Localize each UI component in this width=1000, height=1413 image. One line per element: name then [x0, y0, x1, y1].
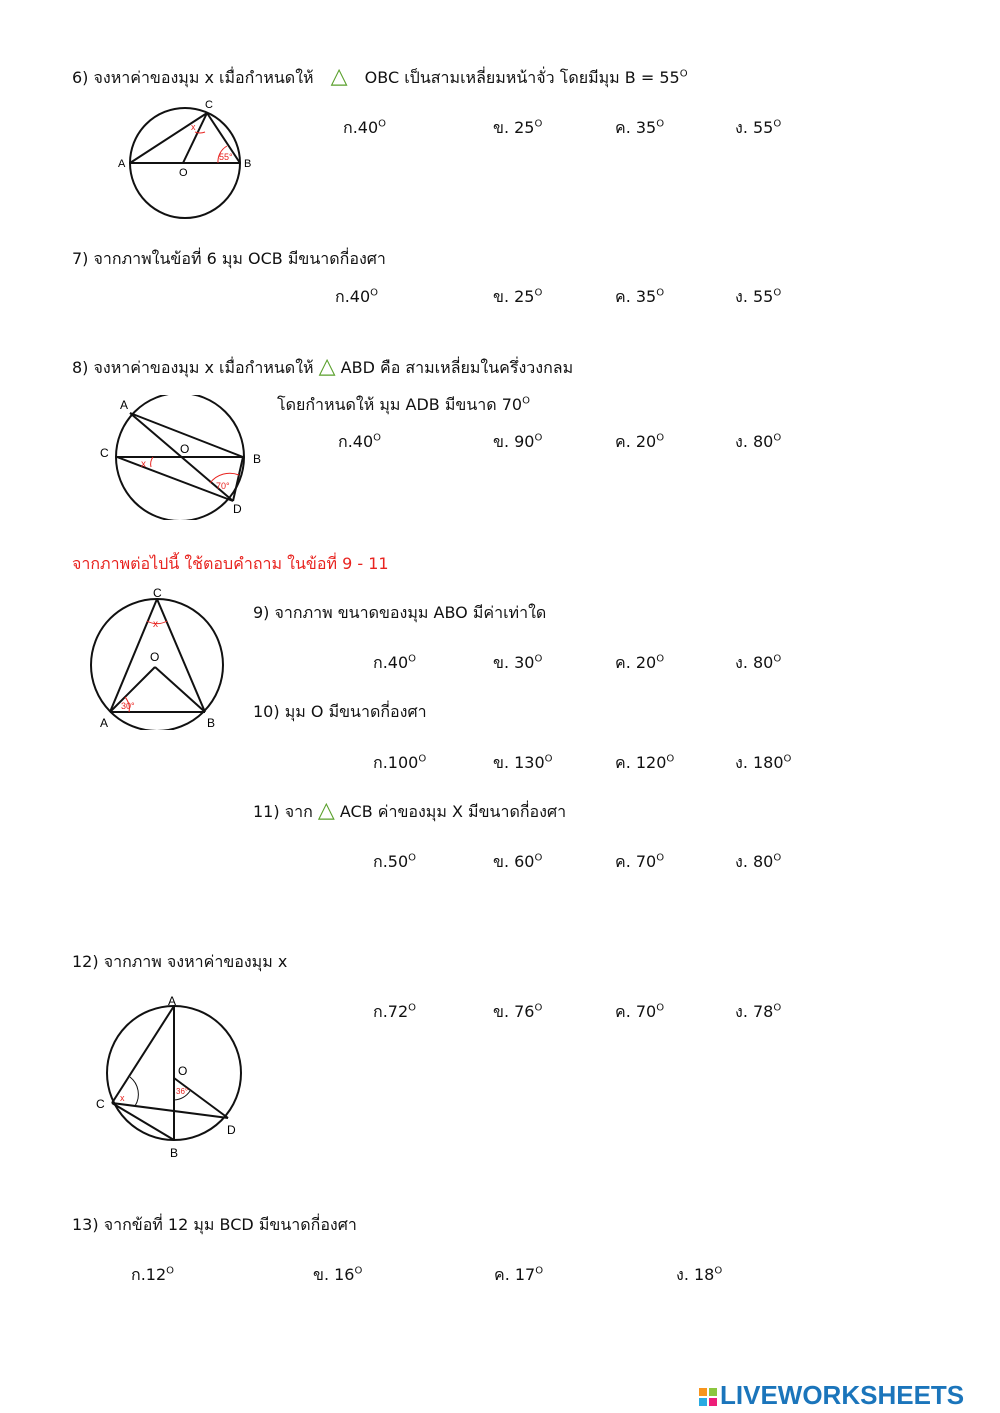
text [112, 1006, 174, 1103]
text [151, 457, 153, 467]
diagram-label: A [120, 398, 129, 412]
degree-mark: O [535, 1265, 544, 1277]
text [233, 457, 243, 501]
text: จากข้อที่ 12 มุม BCD มีขนาดกี่องศา [103, 1215, 357, 1234]
text: จากภาพในข้อที่ 6 มุม OCB มีขนาดกี่องศา [93, 249, 386, 268]
degree-mark: O [783, 753, 792, 765]
text: ค. 35 [615, 287, 657, 306]
diagram-q12 [90, 993, 250, 1163]
degree-mark: O [656, 287, 665, 299]
degree-mark: O [773, 118, 782, 130]
text: โดยกำหนดให้ มุม ADB มีขนาด 70 [277, 395, 523, 414]
question-8-condition [277, 393, 530, 418]
section-note: จากภาพต่อไปนี้ ใช้ตอบคำถาม ในข้อที่ 9 - 11 [72, 554, 389, 573]
text: ก.40 [373, 653, 409, 672]
degree-mark: O [656, 118, 665, 130]
text: ข. 25 [493, 118, 535, 137]
option-d[interactable] [735, 116, 781, 141]
question-6 [72, 64, 688, 91]
question-8 [72, 354, 573, 381]
diagram-label: O [180, 442, 190, 456]
degree-mark: O [408, 852, 417, 864]
degree-mark: O [522, 395, 530, 407]
degree-mark: O [656, 852, 665, 864]
degree-mark: O [679, 68, 688, 80]
text: ง. 18 [676, 1265, 715, 1284]
degree-mark: O [408, 653, 417, 665]
text: 12) [72, 952, 99, 971]
degree-mark: O [534, 1002, 543, 1014]
option-b[interactable] [493, 285, 542, 310]
degree-mark: O [373, 432, 382, 444]
degree-mark: O [378, 118, 387, 130]
angle-label: 55° [219, 152, 233, 162]
option-d[interactable] [735, 430, 781, 455]
option-c[interactable] [615, 1000, 664, 1025]
text: ก.50 [373, 852, 409, 871]
option-a[interactable] [335, 285, 378, 310]
text: ง. 180 [735, 753, 784, 772]
diagram-label: B [253, 452, 262, 466]
text: ค. 20 [615, 653, 657, 672]
text: ง. 78 [735, 1002, 774, 1021]
text: 13) [72, 1215, 99, 1234]
text [699, 1388, 707, 1396]
text: ค. 35 [615, 118, 657, 137]
option-c[interactable] [615, 850, 664, 875]
option-c[interactable] [615, 285, 664, 310]
degree-mark: O [534, 852, 543, 864]
question-9 [253, 601, 546, 626]
option-c[interactable] [494, 1263, 543, 1288]
text: ก.40 [338, 432, 374, 451]
text: ข. 76 [493, 1002, 535, 1021]
question-text: จงหาค่าของมุม x เมื่อกำหนดให้ [93, 68, 314, 87]
text [699, 1398, 707, 1406]
text [112, 1103, 174, 1140]
question-12 [72, 950, 287, 975]
triangle-icon: △ [317, 798, 335, 823]
diagram-q8 [95, 395, 265, 520]
text: ACB ค่าของมุม X มีขนาดกี่องศา [339, 802, 567, 821]
degree-mark: O [370, 287, 379, 299]
text: มุม O มีขนาดกี่องศา [284, 702, 427, 721]
text: 10) [253, 702, 280, 721]
diagram-label: x [120, 1093, 125, 1103]
degree-mark: O [714, 1265, 723, 1277]
text: ง. 55 [735, 287, 774, 306]
option-b[interactable] [493, 430, 542, 455]
text: ข. 60 [493, 852, 535, 871]
option-d[interactable] [735, 850, 781, 875]
diagram-label: D [233, 502, 242, 516]
degree-mark: O [773, 852, 782, 864]
text: ค. 120 [615, 753, 667, 772]
triangle-icon: △ [318, 354, 336, 379]
option-b[interactable] [313, 1263, 362, 1288]
point-label: A [118, 158, 126, 170]
question-11 [253, 798, 566, 825]
option-a[interactable] [343, 116, 386, 141]
question-number: 6) [72, 68, 89, 87]
text: จงหาค่าของมุม x เมื่อกำหนดให้ [93, 358, 314, 377]
text: ข. 30 [493, 653, 535, 672]
degree-mark: O [773, 287, 782, 299]
text: ค. 17 [494, 1265, 536, 1284]
degree-mark: O [656, 1002, 665, 1014]
diagram-label: A [100, 716, 109, 730]
option-b[interactable] [493, 850, 542, 875]
text: จาก [284, 802, 313, 821]
option-b[interactable] [493, 751, 553, 776]
option-a[interactable] [338, 430, 381, 455]
degree-mark: O [408, 1002, 417, 1014]
diagram-label: C [153, 586, 162, 600]
degree-mark: O [773, 653, 782, 665]
diagram-label: C [96, 1097, 105, 1111]
text [130, 1077, 138, 1106]
brand-logo [698, 1380, 964, 1411]
option-d[interactable] [735, 1000, 781, 1025]
text: ก.12 [131, 1265, 167, 1284]
triangle-icon: △ [330, 64, 348, 89]
text [195, 132, 205, 133]
option-a[interactable] [373, 651, 416, 676]
diagram-label: x [141, 459, 146, 470]
diagram-label: 36° [176, 1087, 189, 1096]
angle-label: x [191, 122, 196, 132]
option-c[interactable] [615, 430, 664, 455]
question-text: OBC เป็นสามเหลี่ยมหน้าจั่ว โดยมีมุม B = 55 [364, 68, 680, 87]
option-c[interactable] [615, 651, 664, 676]
point-label: B [244, 158, 252, 170]
degree-mark: O [534, 432, 543, 444]
degree-mark: O [544, 753, 553, 765]
option-b[interactable] [493, 1000, 542, 1025]
question-7 [72, 247, 386, 272]
text: 7) [72, 249, 89, 268]
diagram-label: x [153, 619, 158, 630]
text: LIVEWORKSHEETS [720, 1380, 965, 1410]
degree-mark: O [656, 432, 665, 444]
option-a[interactable] [373, 751, 426, 776]
text: ง. 80 [735, 653, 774, 672]
option-a[interactable] [373, 1000, 416, 1025]
option-b[interactable] [493, 651, 542, 676]
degree-mark: O [773, 1002, 782, 1014]
text: ก.72 [373, 1002, 409, 1021]
degree-mark: O [354, 1265, 363, 1277]
diagram-q9-11 [85, 585, 235, 730]
option-c[interactable] [615, 116, 664, 141]
text: 8) [72, 358, 89, 377]
text: ง. 80 [735, 432, 774, 451]
text: ข. 16 [313, 1265, 355, 1284]
text [157, 599, 205, 712]
degree-mark: O [773, 432, 782, 444]
text: 9) [253, 603, 270, 622]
text: ABD คือ สามเหลี่ยมในครึ่งวงกลม [340, 358, 574, 377]
diagram-label: B [170, 1146, 179, 1160]
diagram-label: B [207, 716, 216, 730]
diagram-label: 30° [121, 701, 135, 711]
option-a[interactable] [131, 1263, 174, 1288]
diagram-label: D [227, 1123, 236, 1137]
degree-mark: O [166, 1265, 175, 1277]
degree-mark: O [666, 753, 675, 765]
text: 11) [253, 802, 280, 821]
text: ก.100 [373, 753, 419, 772]
option-d[interactable] [735, 285, 781, 310]
question-13 [72, 1213, 357, 1238]
diagram-label: A [168, 994, 177, 1008]
degree-mark: O [534, 118, 543, 130]
point-label: O [179, 167, 188, 179]
text: ข. 90 [493, 432, 535, 451]
text: ค. 70 [615, 1002, 657, 1021]
diagram-label: O [178, 1064, 188, 1078]
logo-icon [698, 1387, 720, 1407]
text [117, 457, 233, 501]
text: ก.40 [335, 287, 371, 306]
option-a[interactable] [373, 850, 416, 875]
text: ข. 130 [493, 753, 545, 772]
text: ข. 25 [493, 287, 535, 306]
text: ง. 55 [735, 118, 774, 137]
text: จากภาพ จงหาค่าของมุม x [103, 952, 288, 971]
option-d[interactable] [676, 1263, 722, 1288]
text: ง. 80 [735, 852, 774, 871]
degree-mark: O [418, 753, 427, 765]
degree-mark: O [534, 287, 543, 299]
text [709, 1398, 717, 1406]
text [155, 667, 205, 712]
option-b[interactable] [493, 116, 542, 141]
text [709, 1388, 717, 1396]
diagram-label: O [150, 650, 160, 664]
diagram-label: 70° [216, 481, 230, 491]
option-d[interactable] [735, 751, 791, 776]
degree-mark: O [656, 653, 665, 665]
degree-mark: O [534, 653, 543, 665]
point-label: C [205, 100, 213, 111]
text: ค. 20 [615, 432, 657, 451]
text: ค. 70 [615, 852, 657, 871]
question-10 [253, 700, 427, 725]
text: ก.40 [343, 118, 379, 137]
option-c[interactable] [615, 751, 674, 776]
diagram-q6 [115, 100, 255, 220]
text: จากภาพ ขนาดของมุม ABO มีค่าเท่าใด [274, 603, 547, 622]
diagram-label: C [100, 446, 109, 460]
option-d[interactable] [735, 651, 781, 676]
